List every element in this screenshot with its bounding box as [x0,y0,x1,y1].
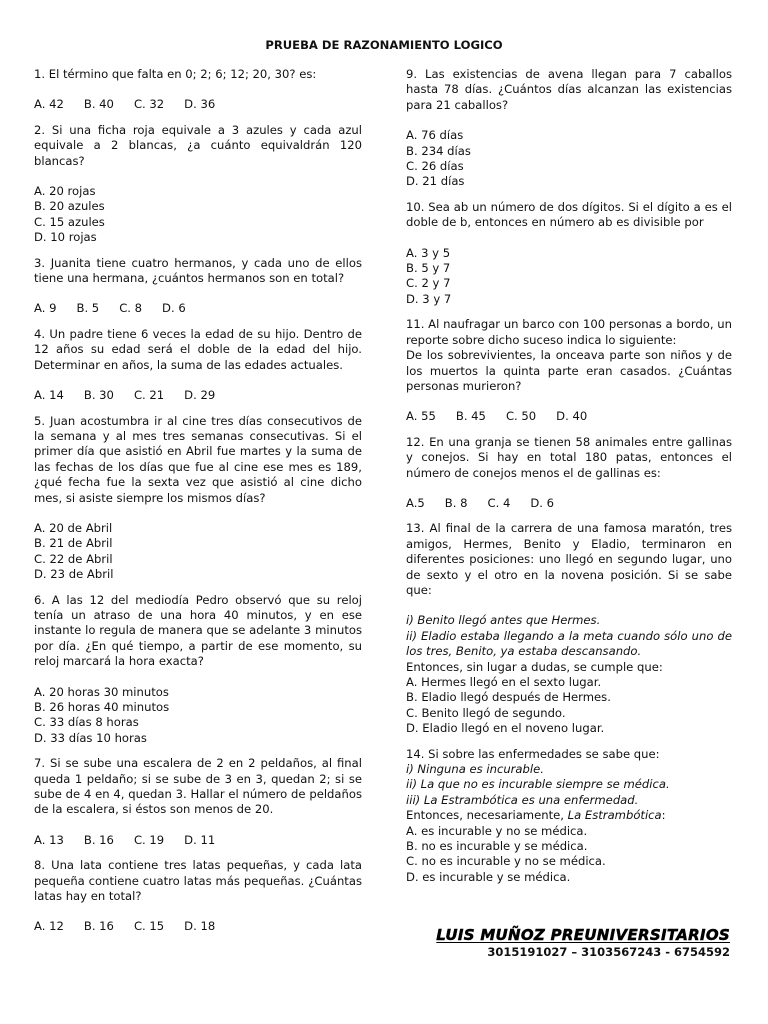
question-11 [406,317,732,424]
conclusion-lead: Entonces, sin lugar a dudas, se cumple que: [406,659,663,674]
question-8 [34,858,362,935]
option-d: D. 33 días 10 horas [34,730,147,745]
question-5 [34,414,362,583]
footer-phones: 3015191027 – 3103567243 - 6754592 [487,945,730,960]
option-a: A. 20 de Abril [34,520,113,535]
option-c: C. 32 [133,97,165,112]
option-d: D. 6 [162,301,186,316]
option-b: B. 8 [444,495,468,510]
option-c: C. 4 [487,495,511,510]
premises [406,613,732,675]
question-stem: 12. En una granja se tienen 58 animales entre gallinas y conejos. Si hay en total 180 patas, entonces el número de conejos menos el de gallinas es: [406,434,732,480]
option-c: C. 19 [133,832,165,847]
options-list [34,685,362,747]
option-c: C. 21 [133,388,165,403]
option-a: A. 42 [34,97,64,112]
option-a: A. 3 y 5 [406,245,451,260]
options-row [34,97,362,112]
question-stem-intro: 11. Al naufragar un barco con 100 personas a bordo, un reporte sobre dicho suceso indica lo siguiente: [406,317,732,347]
options-row [34,833,362,848]
option-a: A. Hermes llegó en el sexto lugar. [406,675,602,689]
option-c: C. 33 días 8 horas [34,715,139,730]
option-c: C. 2 y 7 [406,276,451,291]
question-14 [406,747,732,886]
question-stem: 7. Si se sube una escalera de 2 en 2 peldaños, al final queda 1 peldaño; si se sube de 3 en 3, quedan 2; si se sube de 4 en 4, quedan 3. Hallar el número de peldaños de la escalera, si éstos son menos de 20. [34,756,362,817]
conclusion-lead-prefix: Entonces, necesariamente, [406,808,568,823]
option-a: A.5 [406,495,425,510]
question-stem: 13. Al final de la carrera de una famosa maratón, tres amigos, Hermes, Benito y Eladio, terminaron en diferentes posiciones: uno llegó en segundo lugar, uno de sexto y el otro en la novena posición. Si se sabe que: [406,521,732,597]
conclusion-lead [406,808,732,823]
option-d: D. es incurable y se médica. [406,869,571,884]
question-4 [34,327,362,404]
option-b: B. 5 y 7 [406,261,451,276]
option-b: B. 40 [83,97,114,112]
option-b: B. 21 de Abril [34,536,113,551]
footer [436,928,730,961]
option-a: A. 13 [34,832,64,847]
question-9 [406,67,732,190]
question-13 [406,521,732,736]
option-a: A. 14 [34,388,64,403]
conclusion-lead-italic: La Estrambótica [567,808,662,823]
premise-2: ii) La que no es incurable siempre se médica. [406,777,670,792]
options-row [406,496,732,511]
question-stem: 6. A las 12 del mediodía Pedro observó que su reloj tenía un atraso de una hora 40 minutos, y en ese instante lo regula de manera que se adelante 3 minutos por día. ¿En qué tiempo, a partir de ese momento, su reloj marcará la hora exacta? [34,592,362,669]
question-stem: 8. Una lata contiene tres latas pequeñas, y cada lata pequeña contiene cuatro latas más pequeñas. ¿Cuántas latas hay en total? [34,858,362,904]
page-title: PRUEBA DE RAZONAMIENTO LOGICO [265,38,503,52]
option-d: D. 11 [184,832,216,847]
option-b: B. 16 [83,919,114,934]
option-d: D. Eladio llegó en el noveno lugar. [406,721,605,736]
options-list [34,521,362,583]
option-c: C. 50 [505,409,537,424]
premise-1: i) Benito llegó antes que Hermes. [406,613,601,628]
right-column [406,67,732,895]
option-d: D. 18 [184,919,216,934]
options-row [34,388,362,403]
options-row [34,919,362,934]
option-d: D. 23 de Abril [34,567,114,582]
options-list [406,246,732,308]
question-stem: 1. El término que falta en 0; 2; 6; 12; 20, 30? es: [34,67,317,81]
question-stem: 10. Sea ab un número de dos dígitos. Si el dígito a es el doble de b, entonces en número ab es divisible por [406,199,732,230]
option-d: D. 3 y 7 [406,291,452,306]
option-a: A. 20 rojas [34,184,96,199]
options-row [406,409,732,424]
question-2 [34,123,362,246]
premises [406,762,732,824]
option-a: A. 76 días [406,128,464,143]
question-stem: 2. Si una ficha roja equivale a 3 azules y cada azul equivale a 2 blancas, ¿a cuánto equivaldrán 120 blancas? [34,122,362,168]
option-d: D. 10 rojas [34,230,97,245]
option-a: A. 12 [34,919,64,934]
option-b: B. 30 [83,388,114,403]
option-b: B. 5 [76,301,100,316]
option-b: B. 234 días [406,143,471,158]
option-d: D. 6 [530,495,555,510]
option-c: C. 26 días [406,159,464,174]
conclusion-lead-suffix: : [661,808,666,823]
premise-1: i) Ninguna es incurable. [406,762,544,777]
options-row [34,301,362,316]
left-column [34,67,362,945]
question-12 [406,435,732,512]
option-b: B. 45 [455,409,486,424]
option-a: A. 55 [406,409,436,424]
option-c: C. no es incurable y no se médica. [406,854,606,869]
options-list [406,128,732,190]
option-c: C. 8 [119,301,143,316]
premise-3: iii) La Estrambótica es una enfermedad. [406,792,639,807]
option-d: D. 40 [556,409,588,424]
option-d: D. 36 [184,97,216,112]
question-6 [34,593,362,747]
option-d: D. 29 [184,388,216,403]
option-b: B. 16 [83,832,114,847]
option-a: A. es incurable y no se médica. [406,823,588,838]
premise-2: ii) Eladio estaba llegando a la meta cuando sólo uno de los tres, Benito, ya estaba descansando. [406,628,732,659]
question-stem: 4. Un padre tiene 6 veces la edad de su hijo. Dentro de 12 años su edad será el doble de la edad del hijo. Determinar en años, la suma de las edades actuales. [34,326,362,372]
option-b: B. 20 azules [34,199,105,214]
option-a: A. 20 horas 30 minutos [34,684,169,699]
option-b: B. Eladio llegó después de Hermes. [406,690,611,705]
question-1 [34,67,362,113]
option-a: A. 9 [34,301,57,316]
options-list [406,824,732,886]
option-b: B. 26 horas 40 minutos [34,700,170,714]
option-d: D. 21 días [406,174,465,189]
option-c: C. 15 azules [34,214,105,229]
question-stem: 14. Si sobre las enfermedades se sabe que: [406,746,660,761]
question-3 [34,256,362,317]
question-stem [406,317,732,394]
question-stem: 5. Juan acostumbra ir al cine tres días consecutivos de la semana y al mes tres semanas consecutivas. Si el primer día que asistió en Abril fue martes y la suma de las fechas de los días que fue al cine ese mes es 189, ¿qué fecha fue la sexta vez que asistió al cine dicho mes, si asiste siempre los mismos días? [34,413,362,505]
options-list [34,184,362,246]
footer-brand: LUIS MUÑOZ PREUNIVERSITARIOS [436,926,730,944]
question-stem-body: De los sobrevivientes, la onceava parte son niños y de los muertos la quinta parte eran casados. ¿Cuántas personas murieron? [406,348,732,393]
option-c: C. Benito llegó de segundo. [406,705,566,720]
question-7 [34,756,362,848]
option-c: C. 15 [133,919,165,934]
option-b: B. no es incurable y se médica. [406,839,588,854]
question-stem: 9. Las existencias de avena llegan para 7 caballos hasta 78 días. ¿Cuántos días alcanzan las existencias para 21 caballos? [406,67,732,112]
option-c: C. 22 de Abril [34,551,113,566]
options-list [406,675,732,737]
question-10 [406,200,732,307]
question-stem: 3. Juanita tiene cuatro hermanos, y cada uno de ellos tiene una hermana, ¿cuántos hermanos son en total? [34,255,362,286]
